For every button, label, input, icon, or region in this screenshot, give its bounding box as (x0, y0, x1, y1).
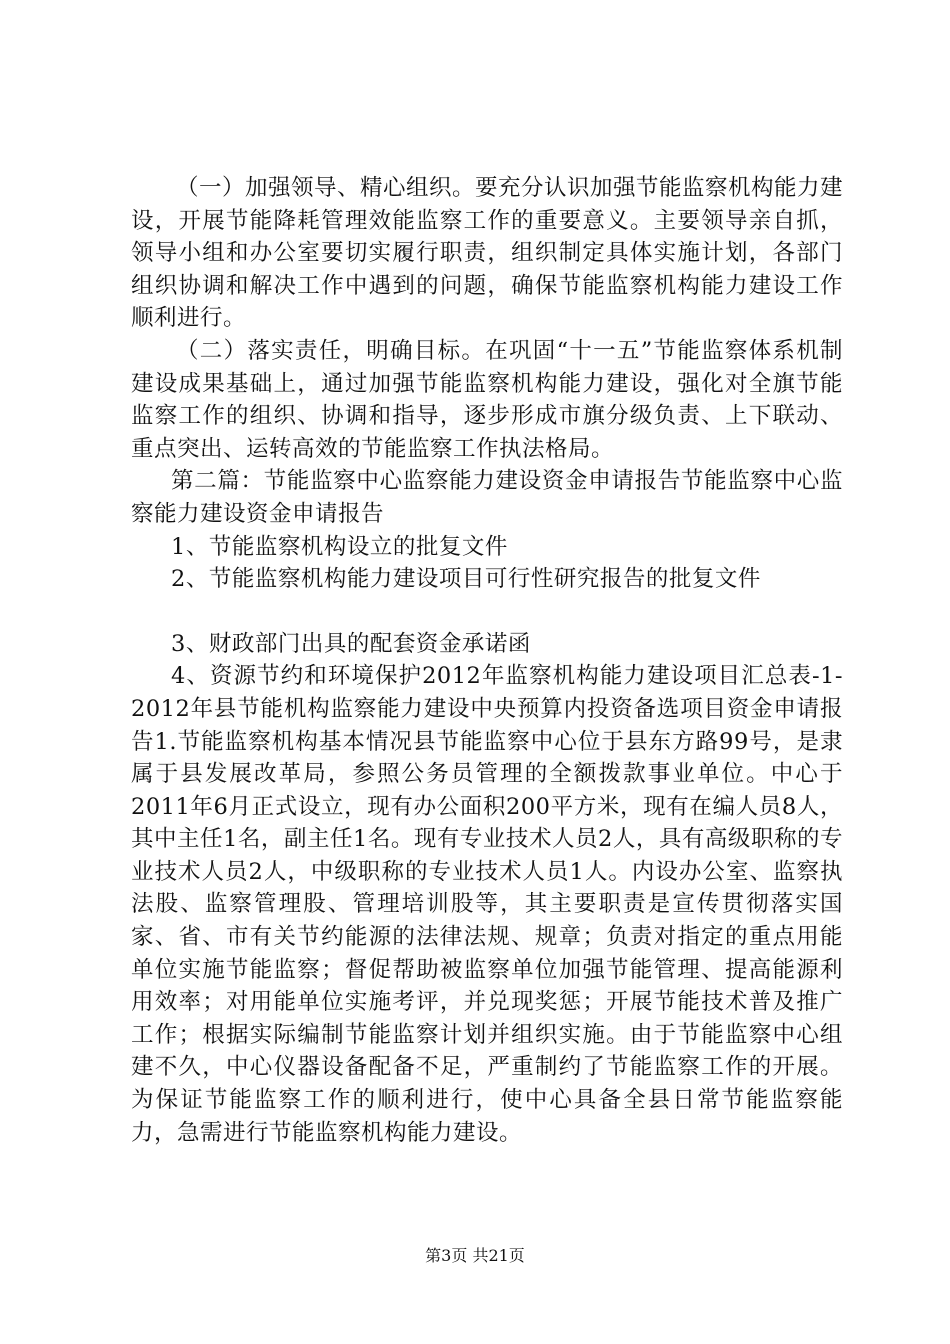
paragraph-gap (131, 596, 843, 628)
list-item-feasibility-report: 2、节能监察机构能力建设项目可行性研究报告的批复文件 (171, 566, 761, 593)
paragraph-responsibility: （二）落实责任，明确目标。在巩固“十一五”节能监察体系机制建设成果基础上，通过加强节能监察机构能力建设，强化对全旗节能监察工作的组织、协调和指导，逐步形成市旗分级负责、上下联动、重点突出、运转高效的节能监察工作执法格局。 (131, 337, 843, 462)
paragraph-section-two-title: 第二篇：节能监察中心监察能力建设资金申请报告节能监察中心监察能力建设资金申请报告 (131, 468, 843, 527)
list-item-approval-document: 1、节能监察机构设立的批复文件 (171, 533, 508, 560)
document-body (131, 172, 843, 1149)
list-item-funding-letter: 3、财政部门出具的配套资金承诺函 (171, 630, 531, 657)
page-footer: 第3页 共21页 (425, 1246, 525, 1265)
list-item-summary-table: 4、资源节约和环境保护2012年监察机构能力建设项目汇总表-1-2012年县节能机构监察能力建设中央预算内投资备选项目资金申请报告1.节能监察机构基本情况县节能监察中心位于县东方路99号，是隶属于县发展改革局，参照公务员管理的全额拨款事业单位。中心于2011年6月正式设立，现有办公面积200平方米，现有在编人员8人，其中主任1名，副主任1名。现有专业技术人员2人，具有高级职称的专业技术人员2人，中级职称的专业技术人员1人。内设办公室、监察执法股、监察管理股、管理培训股等，其主要职责是宣传贯彻落实国家、省、市有关节约能源的法律法规、规章；负责对指定的重点用能单位实施节能监察；督促帮助被监察单位加强节能管理、提高能源利用效率；对用能单位实施考评，并兑现奖惩；开展节能技术普及推广工作；根据实际编制节能监察计划并组织实施。由于节能监察中心组建不久，中心仪器设备配备不足，严重制约了节能监察工作的开展。为保证节能监察工作的顺利进行，使中心具备全县日常节能监察能力，急需进行节能监察机构能力建设。 (131, 663, 843, 1146)
paragraph-lead-organization: （一）加强领导、精心组织。要充分认识加强节能监察机构能力建设，开展节能降耗管理效能监察工作的重要意义。主要领导亲自抓，领导小组和办公室要切实履行职责，组织制定具体实施计划，各部门组织协调和解决工作中遇到的问题，确保节能监察机构能力建设工作顺利进行。 (131, 175, 844, 332)
